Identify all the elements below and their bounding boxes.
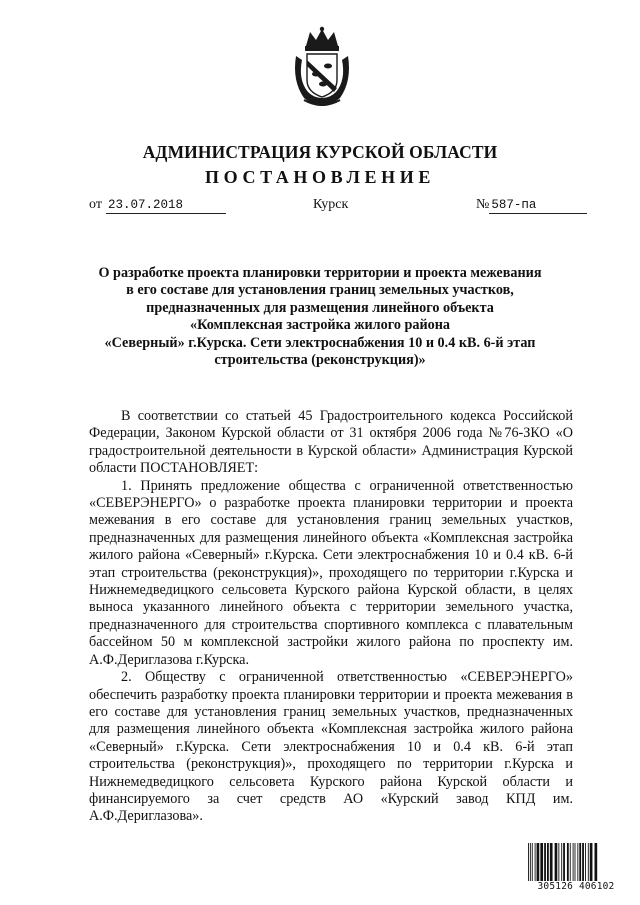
barcode-bars [527,843,625,881]
document-city: Курск [313,197,349,212]
barcode-bar [544,843,546,881]
barcode-bar [530,843,531,881]
subject-line: предназначенных для размещения линейного объекта [146,299,494,316]
item-2-paragraph: 2. Обществу с ограниченной ответственностью «СЕВЕРЭНЕРГО» обеспечить разработку проекта планировки территории и проекта межевания в его составе для установления границ земельных участков, предназначенных для размещения линейного объекта «Комплексная застройка жилого района «Северный» г.Курска. Сети электроснабжения 10 и 0.4 кВ. 6-й этап строительства (реконструкция)», проходящего по территории г.Курска и Нижнемедведицкого сельсовета Курского района Курской области и финансируемого за счет средств АО «Курский завод КПД им. А.Ф.Дериглазова». [89,669,573,825]
barcode-bar [585,843,586,881]
subject-line: строительства (реконструкция)» [214,352,426,369]
barcode-bar [567,843,569,881]
barcode-bar [579,843,581,881]
barcode-bar [582,843,584,881]
document-number-field [476,197,587,214]
barcode-bar [573,843,574,881]
barcode-bar [537,843,540,881]
barcode-bar [561,843,562,881]
barcode-bar [535,843,536,881]
subject-line: «Комплексная застройка жилого района [190,317,450,334]
barcode-bar [532,843,533,881]
document-subject [80,265,560,369]
number-prefix: № [476,197,490,212]
barcode-bar [575,843,576,881]
organization-title: АДМИНИСТРАЦИЯ КУРСКОЙ ОБЛАСТИ [142,142,498,162]
document-body [89,408,573,826]
document-meta [0,197,640,219]
barcode-bar [555,843,558,881]
barcode-bar [577,843,578,881]
barcode-bar [547,843,549,881]
barcode-bar [540,843,543,881]
barcode-bar [588,843,589,881]
coat-of-arms-emblem [290,26,354,108]
document-date-field [89,197,226,214]
barcode-bar [558,843,559,881]
barcode-bar [563,843,565,881]
barcode-bar [595,843,598,881]
barcode-bar [570,843,571,881]
subject-line: О разработке проекта планировки территории и проекта межевания [98,265,542,281]
barcode-number: 305126 406102 [537,881,615,892]
date-prefix: от [89,197,102,212]
subject-line: «Северный» г.Курска. Сети электроснабжения 10 и 0.4 кВ. 6-й этап [104,334,536,351]
subject-line: в его составе для установления границ земельных участков, [126,282,514,299]
document-number: 587-па [489,198,587,214]
barcode-bar [590,843,593,881]
preamble-paragraph: В соответствии со статьей 45 Градостроительного кодекса Российской Федерации, Законом Курской области от 31 октября 2006 года №76-ЗКО «О градостроительной деятельности в Курской области» Администрация Курской области ПОСТАНОВЛЯЕТ: [89,408,573,477]
item-1-paragraph: 1. Принять предложение общества с ограниченной ответственностью «СЕВЕРЭНЕРГО» о разработке проекта планировки территории и проекта межевания в его составе для установления границ земельных участков, предназначенных для размещения линейного объекта «Комплексная застройка жилого района «Северный» г.Курска. Сети электроснабжения 10 и 0.4 кВ. 6-й этап строительства (реконструкция)», проходящего по территории г.Курска и Нижнемедведицкого сельсовета Курского района Курской области, в целях выноса указанного линейного объекта с территории земельного участка, предназначенного для строительства спортивного комплекса с плавательным бассейном 50 м комплексной застройки жилого района по проспекту им. А.Ф.Дериглазова г.Курска. [89,477,573,668]
barcode-bar [528,843,529,881]
barcode [527,843,625,895]
document-date: 23.07.2018 [106,198,226,214]
barcode-bar [550,843,553,881]
document-type: ПОСТАНОВЛЕНИЕ [205,167,435,187]
